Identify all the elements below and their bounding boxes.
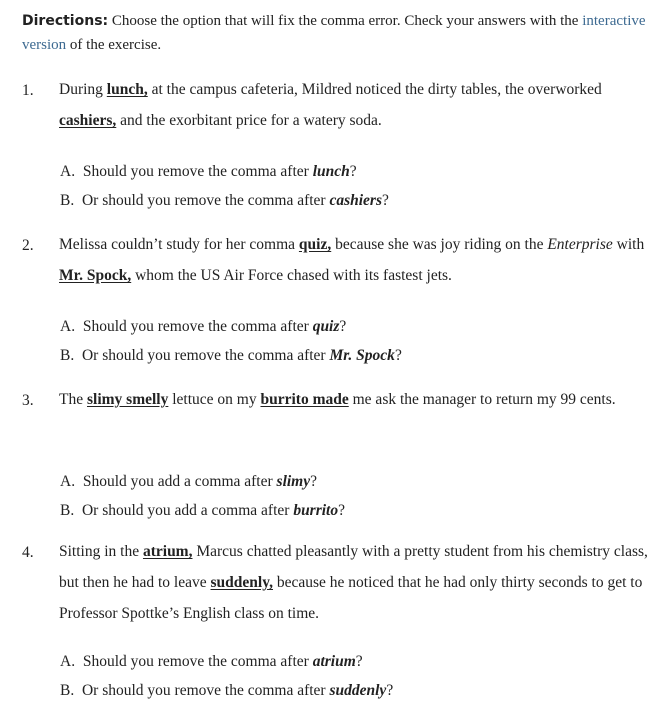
option-b[interactable]: B. Or should you remove the comma after cashiers? bbox=[60, 192, 389, 209]
highlighted-word: cashiers, bbox=[59, 112, 117, 129]
option-b[interactable]: B. Or should you add a comma after burrito? bbox=[60, 502, 346, 519]
highlighted-word: slimy smelly bbox=[86, 391, 169, 408]
options bbox=[60, 647, 620, 705]
directions-label: Directions: bbox=[22, 13, 109, 29]
question-number: 4. bbox=[22, 544, 34, 561]
question-number: 1. bbox=[22, 82, 34, 99]
option-b[interactable]: B. Or should you remove the comma after Mr. Spock? bbox=[60, 347, 402, 364]
option-a[interactable]: A. Should you remove the comma after lunch? bbox=[60, 163, 357, 180]
options bbox=[60, 157, 620, 215]
option-a[interactable]: A. Should you add a comma after slimy? bbox=[60, 473, 318, 490]
highlighted-word: atrium, bbox=[142, 543, 193, 560]
option-b[interactable]: B. Or should you remove the comma after suddenly? bbox=[60, 682, 394, 699]
question-number: 3. bbox=[22, 392, 34, 409]
question-number: 2. bbox=[22, 237, 34, 254]
highlighted-word: quiz, bbox=[298, 236, 332, 253]
directions-text-end: of the exercise. bbox=[66, 37, 162, 53]
directions bbox=[22, 9, 652, 57]
question-text: The slimy smelly lettuce on my burrito made me ask the manager to return my 99 cents. bbox=[59, 391, 616, 408]
highlighted-word: suddenly, bbox=[210, 574, 273, 591]
options bbox=[60, 312, 620, 370]
highlighted-word: Mr. Spock, bbox=[59, 267, 132, 284]
interactive-version-link[interactable]: interactive version bbox=[22, 13, 646, 53]
options bbox=[60, 467, 620, 525]
question-text: During lunch, at the campus cafeteria, Mildred noticed the dirty tables, the overworked cashiers, and the exorbitant price for a watery soda. bbox=[59, 81, 602, 129]
option-a[interactable]: A. Should you remove the comma after quiz? bbox=[60, 318, 347, 335]
highlighted-word: lunch, bbox=[106, 81, 148, 98]
directions-text: Choose the option that will fix the comma error. Check your answers with the bbox=[108, 13, 583, 29]
question-text: Melissa couldn’t study for her comma quiz, because she was joy riding on the Enterprise with Mr. Spock, whom the US Air Force chased with its fastest jets. bbox=[59, 236, 645, 284]
question-text: Sitting in the atrium, Marcus chatted pleasantly with a pretty student from his chemistry class, but then he had to leave suddenly, because he noticed that he had only thirty seconds to get to Professor Spottke’s English class on time. bbox=[59, 543, 648, 622]
highlighted-word: burrito made bbox=[260, 391, 349, 408]
option-a[interactable]: A. Should you remove the comma after atrium? bbox=[60, 653, 363, 670]
